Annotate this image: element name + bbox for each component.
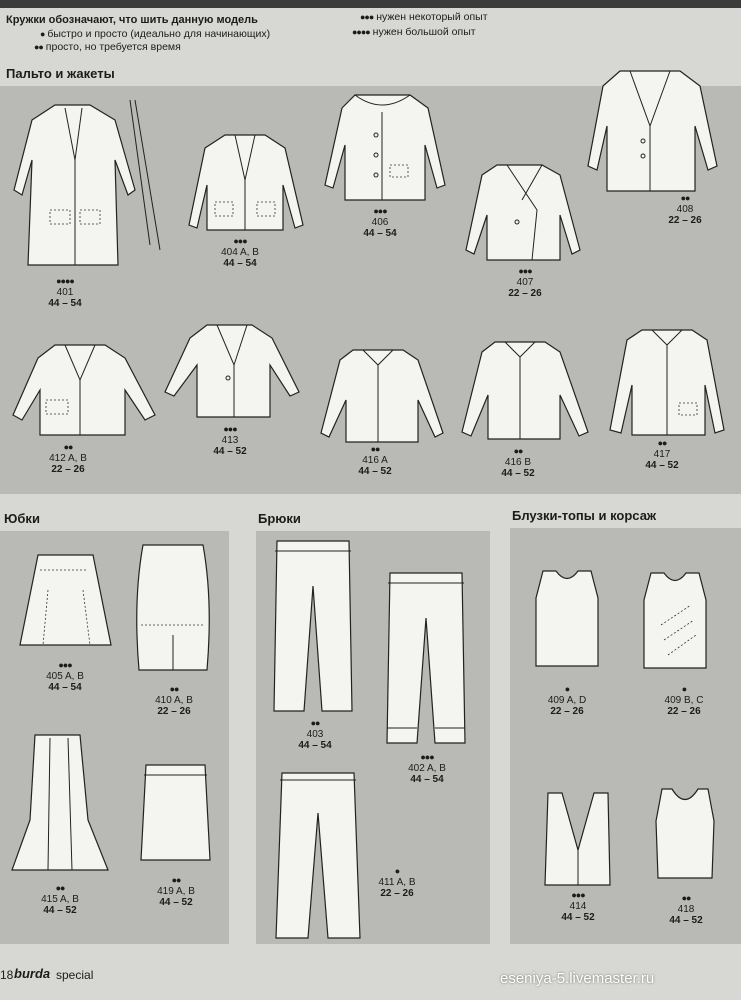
jacket-408-drawing <box>585 66 720 194</box>
model-406-label: ●●● 406 44 – 54 <box>363 206 397 239</box>
model-416b-label: ●● 416 B 44 – 52 <box>501 446 535 479</box>
jacket-417-drawing <box>607 325 727 437</box>
model-409ad-label: ● 409 A, D 22 – 26 <box>547 684 587 717</box>
section-title-blouses: Блузки-топы и корсаж <box>512 508 657 523</box>
section-title-pants: Брюки <box>258 511 301 526</box>
coat-401-drawing <box>10 100 170 275</box>
jacket-416a-drawing <box>318 345 446 445</box>
skirt-410-drawing <box>133 540 213 675</box>
model-412-label: ●● 412 A, B 22 – 26 <box>49 442 87 475</box>
top-414-drawing <box>540 790 615 890</box>
jacket-413-drawing <box>162 320 302 420</box>
section-title-coats: Пальто и жакеты <box>6 66 115 81</box>
model-408-label: ●● 408 22 – 26 <box>668 193 702 226</box>
jacket-404-drawing <box>185 130 310 235</box>
jacket-412-drawing <box>10 340 158 440</box>
jacket-416b-drawing <box>460 337 590 442</box>
skirt-405-drawing <box>18 550 113 650</box>
model-401-label: ●●●● 401 44 – 54 <box>48 276 82 309</box>
model-410-label: ●● 410 A, B 22 – 26 <box>155 684 193 717</box>
model-413-label: ●●● 413 44 – 52 <box>213 424 247 457</box>
model-415-label: ●● 415 A, B 44 – 52 <box>41 883 79 916</box>
legend-item-4: ●●●● нужен большой опыт <box>352 26 476 38</box>
jacket-407-drawing <box>462 160 587 265</box>
top-409ad-drawing <box>528 568 606 670</box>
skirt-415-drawing <box>10 730 110 875</box>
model-403-label: ●● 403 44 – 54 <box>298 718 332 751</box>
top-header-bar <box>0 0 741 8</box>
legend-intro: Кружки обозначают, что шить данную модель <box>6 14 258 26</box>
model-409bc-label: ● 409 B, C 22 – 26 <box>664 684 704 717</box>
magazine-logo: burda <box>14 966 51 981</box>
model-402-label: ●●● 402 A, B 44 – 54 <box>408 752 446 785</box>
jacket-406-drawing <box>320 90 450 205</box>
pants-411-drawing <box>274 768 362 943</box>
model-416a-label: ●● 416 A 44 – 52 <box>358 444 392 477</box>
legend-item-3: ●●● нужен некоторый опыт <box>360 11 488 23</box>
top-418-drawing <box>650 786 720 882</box>
model-418-label: ●● 418 44 – 52 <box>669 893 703 926</box>
top-409bc-drawing <box>636 570 714 672</box>
page-number: 18 <box>0 968 14 982</box>
model-404-label: ●●● 404 A, B 44 – 54 <box>221 236 259 269</box>
watermark: eseniya-5.livemaster.ru <box>500 970 655 987</box>
legend-item-1: ● быстро и просто (идеально для начинающих) <box>40 28 271 40</box>
legend-item-2: ●● просто, но требуется время <box>34 41 181 53</box>
model-419-label: ●● 419 A, B 44 – 52 <box>157 875 195 908</box>
model-417-label: ●● 417 44 – 52 <box>645 438 679 471</box>
model-411-label: ● 411 A, B 22 – 26 <box>378 866 416 899</box>
model-407-label: ●●● 407 22 – 26 <box>508 266 542 299</box>
skirt-419-drawing <box>138 760 213 865</box>
pants-403-drawing <box>272 536 354 716</box>
pants-402-drawing <box>385 568 467 746</box>
section-title-skirts: Юбки <box>4 511 40 526</box>
model-414-label: ●●● 414 44 – 52 <box>561 890 595 923</box>
magazine-edition: special <box>56 968 94 982</box>
model-405-label: ●●● 405 A, B 44 – 54 <box>46 660 84 693</box>
